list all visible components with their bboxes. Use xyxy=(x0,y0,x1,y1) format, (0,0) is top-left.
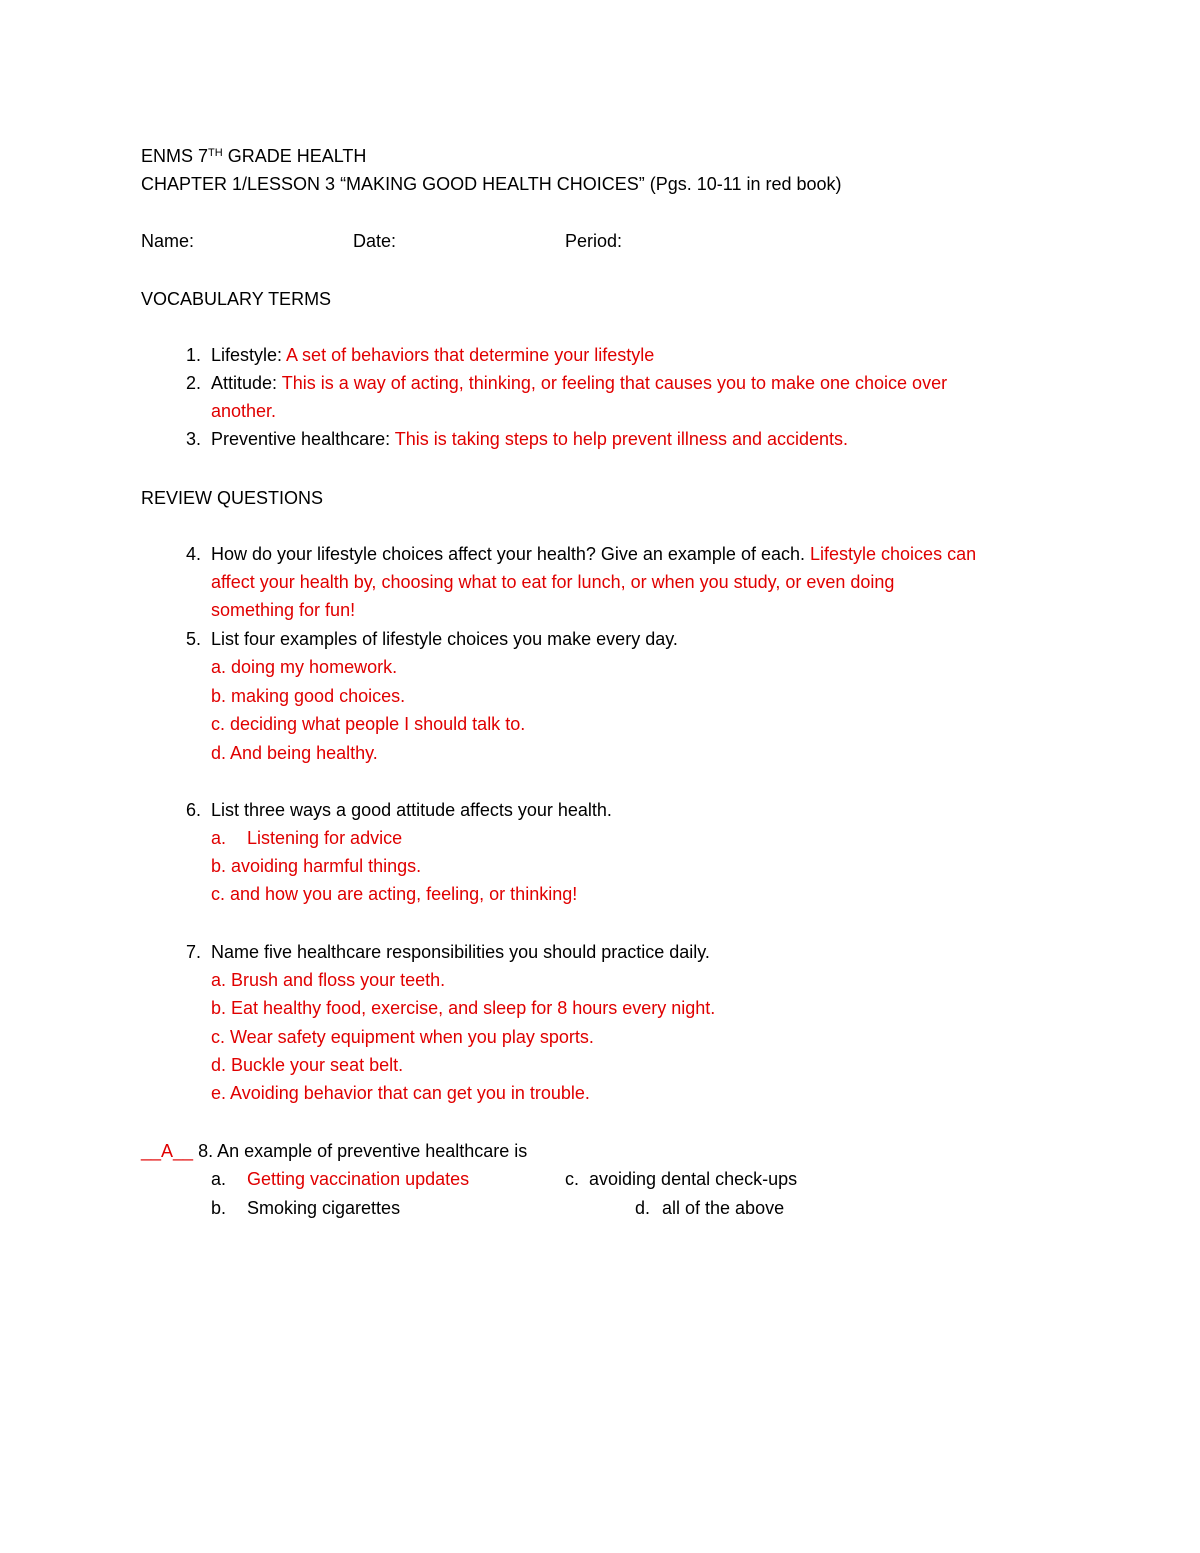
choice-c: c. avoiding dental check-ups xyxy=(565,1169,798,1189)
answer-line: a. Listening for advice xyxy=(211,828,403,848)
name-field-label: Name: xyxy=(141,231,195,251)
answer-line: d. And being healthy. xyxy=(211,743,378,763)
choice-b: b. Smoking cigarettes xyxy=(211,1198,401,1218)
answer-line: something for fun! xyxy=(211,600,356,620)
answer-line: e. Avoiding behavior that can get you in trouble. xyxy=(211,1083,590,1103)
question-8: __A__ 8. An example of preventive healthcare is xyxy=(141,1141,528,1161)
date-field-label: Date: xyxy=(353,231,397,251)
answer-line: b. making good choices. xyxy=(211,686,406,706)
answer-line: affect your health by, choosing what to eat for lunch, or when you study, or even doing xyxy=(211,572,895,592)
answer-line: a. doing my homework. xyxy=(211,657,398,677)
question-5: 5. List four examples of lifestyle choices you make every day. xyxy=(185,629,678,649)
answer-line: b. Eat healthy food, exercise, and sleep for 8 hours every night. xyxy=(211,998,716,1018)
answer-line: b. avoiding harmful things. xyxy=(211,856,422,876)
review-heading: REVIEW QUESTIONS xyxy=(141,488,324,508)
vocab-item: 3. Preventive healthcare: This is taking steps to help prevent illness and accidents. xyxy=(185,429,849,449)
period-field-label: Period: xyxy=(565,231,623,251)
question-7: 7. Name five healthcare responsibilities you should practice daily. xyxy=(185,942,710,962)
answer-line: d. Buckle your seat belt. xyxy=(211,1055,404,1075)
choice-d: d. all of the above xyxy=(635,1198,785,1218)
vocab-item-continued: another. xyxy=(211,401,277,421)
answer-line: c. Wear safety equipment when you play sports. xyxy=(211,1027,594,1047)
question-6: 6. List three ways a good attitude affects your health. xyxy=(185,800,612,820)
choice-a: a. Getting vaccination updates xyxy=(211,1169,470,1189)
answer-line: a. Brush and floss your teeth. xyxy=(211,970,446,990)
vocab-item: 1. Lifestyle: A set of behaviors that determine your lifestyle xyxy=(185,345,655,365)
answer-blank: __A__ xyxy=(141,1141,194,1161)
question-4: 4. How do your lifestyle choices affect your health? Give an example of each. Lifestyle choices can xyxy=(185,544,977,564)
answer-line: c. and how you are acting, feeling, or thinking! xyxy=(211,884,578,904)
vocab-item: 2. Attitude: This is a way of acting, thinking, or feeling that causes you to make one choice over xyxy=(185,373,948,393)
vocab-heading: VOCABULARY TERMS xyxy=(141,289,332,309)
answer-line: c. deciding what people I should talk to. xyxy=(211,714,526,734)
chapter-title: CHAPTER 1/LESSON 3 “MAKING GOOD HEALTH CHOICES” (Pgs. 10-11 in red book) xyxy=(141,174,842,194)
school-title: ENMS 7TH GRADE HEALTH xyxy=(141,146,367,166)
